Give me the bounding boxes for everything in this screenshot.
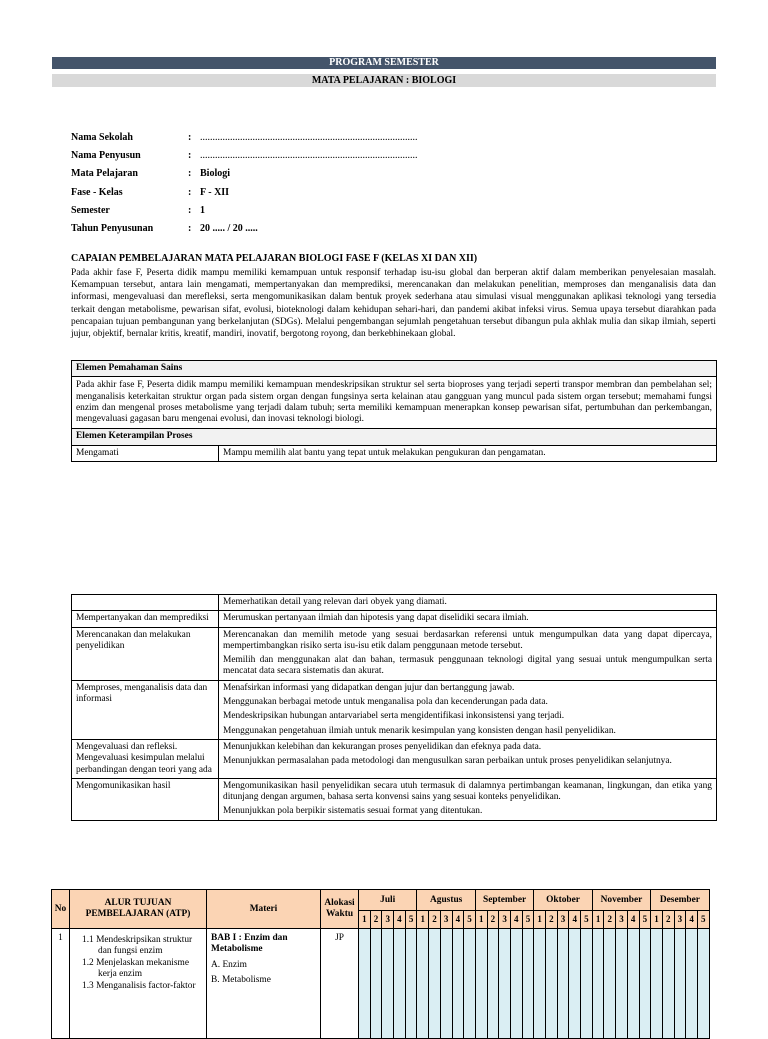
week-header: 3 xyxy=(499,911,511,929)
identity-colon: : xyxy=(188,168,192,180)
schedule-cell[interactable] xyxy=(546,929,558,1039)
skill-description: Merumuskan pertanyaan ilmiah dan hipotesis yang dapat diselidiki secara ilmiah. xyxy=(223,613,529,624)
week-header: 2 xyxy=(487,911,499,929)
atp-row-number: 1 xyxy=(52,929,70,1039)
identity-colon: : xyxy=(188,149,192,161)
atp-row xyxy=(52,929,710,1039)
schedule-cell[interactable] xyxy=(475,929,487,1039)
week-header: 3 xyxy=(674,911,686,929)
schedule-cell[interactable] xyxy=(522,929,534,1039)
skill-description: Menunjukkan kelebihan dan kekurangan proses penyelidikan dan efeknya pada data. xyxy=(223,741,542,752)
schedule-cell[interactable] xyxy=(394,929,406,1039)
cp-heading: CAPAIAN PEMBELAJARAN MATA PELAJARAN BIOLOGI FASE F (KELAS XI DAN XII) xyxy=(71,253,478,264)
schedule-cell[interactable] xyxy=(627,929,639,1039)
schedule-cell[interactable] xyxy=(697,929,709,1039)
identity-colon: : xyxy=(188,204,192,216)
month-header: Juli xyxy=(359,890,417,911)
mengamati-label: Mengamati xyxy=(72,445,219,461)
schedule-cell[interactable] xyxy=(499,929,511,1039)
schedule-cell[interactable] xyxy=(429,929,441,1039)
identity-table xyxy=(71,128,418,238)
skill-descriptions xyxy=(219,595,717,611)
identity-label: Fase - Kelas xyxy=(71,186,123,198)
schedule-cell[interactable] xyxy=(639,929,651,1039)
month-header: Desember xyxy=(651,890,709,911)
schedule-cell[interactable] xyxy=(405,929,417,1039)
skill-row xyxy=(72,627,717,680)
schedule-cell[interactable] xyxy=(534,929,546,1039)
elemen-table xyxy=(71,360,717,462)
identity-colon: : xyxy=(188,186,192,198)
identity-value: ....................................................................................... xyxy=(200,131,418,143)
schedule-cell[interactable] xyxy=(569,929,581,1039)
identity-label: Nama Penyusun xyxy=(71,149,141,161)
week-header: 2 xyxy=(370,911,382,929)
skill-label xyxy=(72,595,219,611)
week-header: 4 xyxy=(686,911,698,929)
week-header: 5 xyxy=(522,911,534,929)
identity-label: Tahun Penyusunan xyxy=(71,223,154,235)
atp-materi-header: Materi xyxy=(207,890,321,929)
atp-goal-item: 1.1 Mendeskripsikan struktur dan fungsi enzim xyxy=(82,935,193,956)
week-header: 4 xyxy=(510,911,522,929)
schedule-cell[interactable] xyxy=(464,929,476,1039)
identity-row xyxy=(71,183,418,201)
skill-description: Menunjukkan pola berpikir sistematis sesuai format yang ditentukan. xyxy=(223,806,483,817)
skill-description: Mengomunikasikan hasil penyelidikan secara utuh termasuk di dalamnya pertimbangan keamanan, lingkungan, dan etika yang ditunjang dengan argumen, bahasa serta konvensi sains yang sesuai konteks penyelidikan. xyxy=(223,780,712,803)
week-header: 3 xyxy=(382,911,394,929)
skill-label: Mengomunikasikan hasil xyxy=(72,778,219,820)
skill-descriptions xyxy=(219,680,717,739)
month-header: Agustus xyxy=(417,890,475,911)
identity-row xyxy=(71,146,418,164)
identity-row xyxy=(71,201,418,219)
identity-value: 1 xyxy=(200,204,205,216)
program-title: PROGRAM SEMESTER xyxy=(52,57,716,69)
skill-description: Menunjukkan permasalahan pada metodologi dan mengusulkan saran perbaikan untuk proses penyelidikan selanjutnya. xyxy=(223,756,672,767)
schedule-cell[interactable] xyxy=(651,929,663,1039)
week-header: 3 xyxy=(557,911,569,929)
week-header: 1 xyxy=(417,911,429,929)
week-header: 3 xyxy=(440,911,452,929)
skill-description: Merencanakan dan memilih metode yang sesuai berdasarkan referensi untuk mengumpulkan data yang dapat dipercaya, mempertimbangkan risiko serta isu-isu etik dalam penggunaan metode tersebut. xyxy=(223,629,712,651)
atp-materi xyxy=(207,929,321,1039)
skill-descriptions xyxy=(219,611,717,627)
skill-description: Memerhatikan detail yang relevan dari obyek yang diamati. xyxy=(223,597,447,607)
materi-item: A. Enzim xyxy=(211,960,247,970)
schedule-cell[interactable] xyxy=(662,929,674,1039)
schedule-cell[interactable] xyxy=(440,929,452,1039)
subject-title: MATA PELAJARAN : BIOLOGI xyxy=(52,74,716,87)
month-header: November xyxy=(592,890,650,911)
month-header: September xyxy=(475,890,533,911)
skill-descriptions xyxy=(219,627,717,680)
skill-descriptions xyxy=(219,739,717,778)
elemen-keterampilan-heading: Elemen Keterampilan Proses xyxy=(72,429,717,445)
week-header: 2 xyxy=(662,911,674,929)
skill-description: Menggunakan pengetahuan ilmiah untuk menarik kesimpulan yang konsisten dengan hasil penyelidikan. xyxy=(223,725,616,736)
week-header: 1 xyxy=(475,911,487,929)
skill-description: Mendeskripsikan hubungan antarvariabel serta mengidentifikasi inkonsistensi yang terjadi. xyxy=(223,711,565,722)
identity-row xyxy=(71,128,418,146)
schedule-cell[interactable] xyxy=(487,929,499,1039)
cp-paragraph: Pada akhir fase F, Peserta didik mampu memiliki kemampuan untuk responsif terhadap isu-isu global dan berperan aktif dalam memberikan penyelesaian masalah. Kemampuan tersebut, antara lain mengamati, mempertanyakan dan memprediksi, merencanakan dan melakukan penelitian, memproses dan menganalisis data dan informasi, mengevaluasi dan merefleksi, serta mengomunikasikan dalam bentuk proyek sederhana atau simulasi visual menggunakan aplikasi teknologi yang tersedia terkait dengan metabolisme, pewarisan sifat, evolusi, bioteknologi dalam kehidupan sehari-hari, dan pandemi akibat infeksi virus. Semua upaya tersebut diarahkan pada pencapaian tujuan pembangunan yang berkelanjutan (SDGs). Melalui pengembangan sejumlah pengetahuan tersebut dibangun pula akhlak mulia dan sikap ilmiah, seperti jujur, objektif, bernalar kritis, kreatif, mandiri, inovatif, bergotong royong, dan berkebhinekaan global. xyxy=(71,268,716,340)
schedule-cell[interactable] xyxy=(674,929,686,1039)
schedule-cell[interactable] xyxy=(686,929,698,1039)
identity-label: Nama Sekolah xyxy=(71,131,133,143)
skill-description: Memilih dan menggunakan alat dan bahan, termasuk penggunaan teknologi digital yang sesuai untuk mengumpulkan serta mencatat data secara sistematis dan akurat. xyxy=(223,655,712,677)
week-header: 5 xyxy=(639,911,651,929)
mengamati-text: Mampu memilih alat bantu yang tepat untuk melakukan pengukuran dan pengamatan. xyxy=(219,445,717,461)
schedule-cell[interactable] xyxy=(557,929,569,1039)
skill-row xyxy=(72,739,717,778)
schedule-cell[interactable] xyxy=(604,929,616,1039)
identity-colon: : xyxy=(188,223,192,235)
week-header: 1 xyxy=(534,911,546,929)
week-header: 1 xyxy=(592,911,604,929)
week-header: 5 xyxy=(697,911,709,929)
identity-value: ....................................................................................... xyxy=(200,149,418,161)
week-header: 2 xyxy=(429,911,441,929)
month-header: Oktober xyxy=(534,890,592,911)
skill-label: Mempertanyakan dan memprediksi xyxy=(72,611,219,627)
skill-label: Mengevaluasi dan refleksi. Mengevaluasi kesimpulan melalui perbandingan dengan teori yang ada xyxy=(72,739,219,778)
week-header: 4 xyxy=(394,911,406,929)
skill-label: Memproses, menganalisis data dan informasi xyxy=(72,680,219,739)
atp-goal-header: ALUR TUJUAN PEMBELAJARAN (ATP) xyxy=(70,890,207,929)
schedule-cell[interactable] xyxy=(452,929,464,1039)
week-header: 4 xyxy=(569,911,581,929)
week-header: 1 xyxy=(359,911,371,929)
skill-descriptions xyxy=(219,778,717,820)
identity-value: F - XII xyxy=(200,186,230,198)
materi-chapter: BAB I : Enzim dan Metabolisme xyxy=(211,933,288,954)
skills-table xyxy=(71,594,717,821)
identity-value: 20 ..... / 20 ..... xyxy=(200,223,258,235)
atp-table xyxy=(51,889,710,1039)
week-header: 2 xyxy=(546,911,558,929)
schedule-cell[interactable] xyxy=(382,929,394,1039)
atp-goal-item: 1.2 Menjelaskan mekanisme kerja enzim xyxy=(82,958,190,979)
atp-goal-item: 1.3 Menganalisis factor-faktor xyxy=(82,981,196,991)
identity-label: Semester xyxy=(71,204,110,216)
week-header: 5 xyxy=(405,911,417,929)
week-header: 4 xyxy=(627,911,639,929)
schedule-cell[interactable] xyxy=(510,929,522,1039)
atp-goals xyxy=(70,929,207,1039)
identity-row xyxy=(71,219,418,237)
atp-alokasi: JP xyxy=(321,929,359,1039)
identity-colon: : xyxy=(188,131,192,143)
atp-alokasi-header: Alokasi Waktu xyxy=(321,890,359,929)
week-header: 3 xyxy=(616,911,628,929)
schedule-cell[interactable] xyxy=(370,929,382,1039)
identity-value: Biologi xyxy=(200,168,231,180)
materi-item: B. Metabolisme xyxy=(211,975,271,985)
skill-row xyxy=(72,595,717,611)
week-header: 4 xyxy=(452,911,464,929)
atp-no-header: No xyxy=(52,890,70,929)
skill-row xyxy=(72,680,717,739)
week-header: 1 xyxy=(651,911,663,929)
elemen-pemahaman-heading: Elemen Pemahaman Sains xyxy=(72,361,717,377)
week-header: 2 xyxy=(604,911,616,929)
schedule-cell[interactable] xyxy=(359,929,371,1039)
week-header: 5 xyxy=(464,911,476,929)
week-header: 5 xyxy=(581,911,593,929)
elemen-pemahaman-text: Pada akhir fase F, Peserta didik mampu memiliki kemampuan mendeskripsikan struktur sel serta bioproses yang terjadi seperti transpor membran dan pembelahan sel; menganalisis keterkaitan struktur organ pada sistem organ dengan fungsinya serta kelainan atau gangguan yang muncul pada sistem organ tersebut; memahami fungsi enzim dan mengenal proses metabolisme yang terjadi dalam tubuh; serta memiliki kemampuan menerapkan konsep pewarisan sifat, pertumbuhan dan perkembangan, mengevaluasi gagasan baru mengenai evolusi, dan inovasi teknologi biologi. xyxy=(72,377,717,429)
schedule-cell[interactable] xyxy=(616,929,628,1039)
identity-row xyxy=(71,165,418,183)
skill-label: Merencanakan dan melakukan penyelidikan xyxy=(72,627,219,680)
schedule-cell[interactable] xyxy=(581,929,593,1039)
schedule-cell[interactable] xyxy=(417,929,429,1039)
skill-row xyxy=(72,611,717,627)
skill-description: Menafsirkan informasi yang didapatkan dengan jujur dan bertanggung jawab. xyxy=(223,682,515,693)
identity-label: Mata Pelajaran xyxy=(71,168,138,180)
skill-description: Menggunakan berbagai metode untuk menganalisa pola dan kecenderungan pada data. xyxy=(223,697,548,708)
skill-row xyxy=(72,778,717,820)
schedule-cell[interactable] xyxy=(592,929,604,1039)
